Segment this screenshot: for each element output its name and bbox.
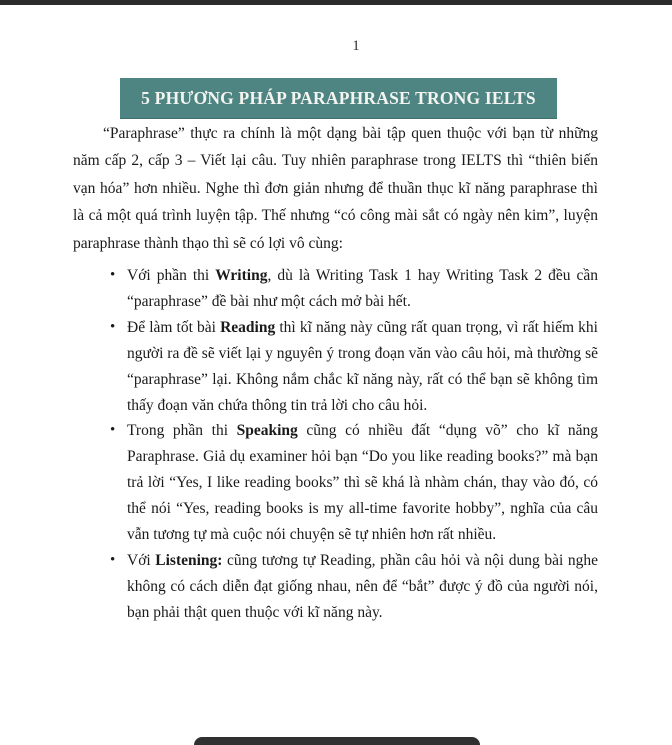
document-title: 5 PHƯƠNG PHÁP PARAPHRASE TRONG IELTS bbox=[141, 87, 536, 108]
list-item-text-post: cũng tương tự Reading, phần câu hỏi và nội dung bài nghe không có cách diễn đạt giống nhau, nên để “bắt” được ý đồ của người nói, bạn phải thật quen thuộc với kĩ năng này. bbox=[127, 552, 598, 621]
bullet-icon: • bbox=[110, 422, 116, 439]
title-banner bbox=[120, 78, 557, 119]
list-item-keyword: Listening: bbox=[155, 552, 223, 569]
list-item-speaking bbox=[73, 418, 598, 548]
list-item-text-pre: Trong phần thi bbox=[127, 422, 237, 440]
bullet-icon: • bbox=[110, 552, 116, 568]
list-item-writing bbox=[73, 263, 598, 315]
page-number: 1 bbox=[352, 38, 360, 54]
list-item-keyword: Reading bbox=[220, 318, 276, 336]
list-item-text-post: cũng có nhiều đất “dụng võ” cho kĩ năng Paraphrase. Giả dụ examiner hỏi bạn “Do you like reading books?” mà bạn trả lời “Yes, I like reading books” thì sẽ khá là nhàm chán, thay vào đó, có thể nói “Yes, reading books is my all-time favorite hobby”, nghĩa của câu vẫn tương tự mà cuộc nói chuyện sẽ tự nhiên hơn rất nhiều. bbox=[127, 422, 598, 544]
window-top-edge bbox=[0, 0, 672, 5]
bottom-edge-pill[interactable] bbox=[194, 737, 480, 745]
bullet-icon: • bbox=[110, 318, 116, 335]
list-item-keyword: Speaking bbox=[236, 422, 298, 440]
benefits-list bbox=[73, 263, 598, 626]
list-item-reading bbox=[73, 315, 598, 419]
intro-paragraph: “Paraphrase” thực ra chính là một dạng bài tập quen thuộc với bạn từ những năm cấp 2, cấp 3 – Viết lại câu. Tuy nhiên paraphrase trong IELTS thì “thiên biến vạn hóa” hơn nhiều. Nghe thì đơn giản nhưng để thuần thục kĩ năng paraphrase thì là cả một quá trình luyện tập. Thế nhưng “có công mài sắt có ngày nên kim”, luyện paraphrase thành thạo thì sẽ có lợi vô cùng: bbox=[73, 125, 598, 252]
list-item-text-post: thì kĩ năng này cũng rất quan trọng, vì rất hiếm khi người ra đề sẽ viết lại y nguyên ý trong đoạn văn vào câu hỏi, mà thường sẽ “paraphrase” lại. Không nắm chắc kĩ năng này, rất có thể bạn sẽ không tìm thấy đoạn văn chứa thông tin trả lời cho câu hỏi. bbox=[127, 318, 598, 414]
list-item-text-pre: Để làm tốt bài bbox=[127, 318, 221, 336]
list-item-text-pre: Với bbox=[127, 552, 156, 569]
list-item-listening bbox=[73, 548, 598, 626]
document-body bbox=[73, 120, 598, 626]
bullet-icon: • bbox=[110, 267, 116, 284]
list-item-text-pre: Với phần thi bbox=[127, 267, 216, 285]
list-item-keyword: Writing bbox=[215, 267, 268, 285]
list-item-text-post: , dù là Writing Task 1 hay Writing Task 2 đều cần “paraphrase” đề bài như một cách mở bài hết. bbox=[127, 267, 598, 310]
